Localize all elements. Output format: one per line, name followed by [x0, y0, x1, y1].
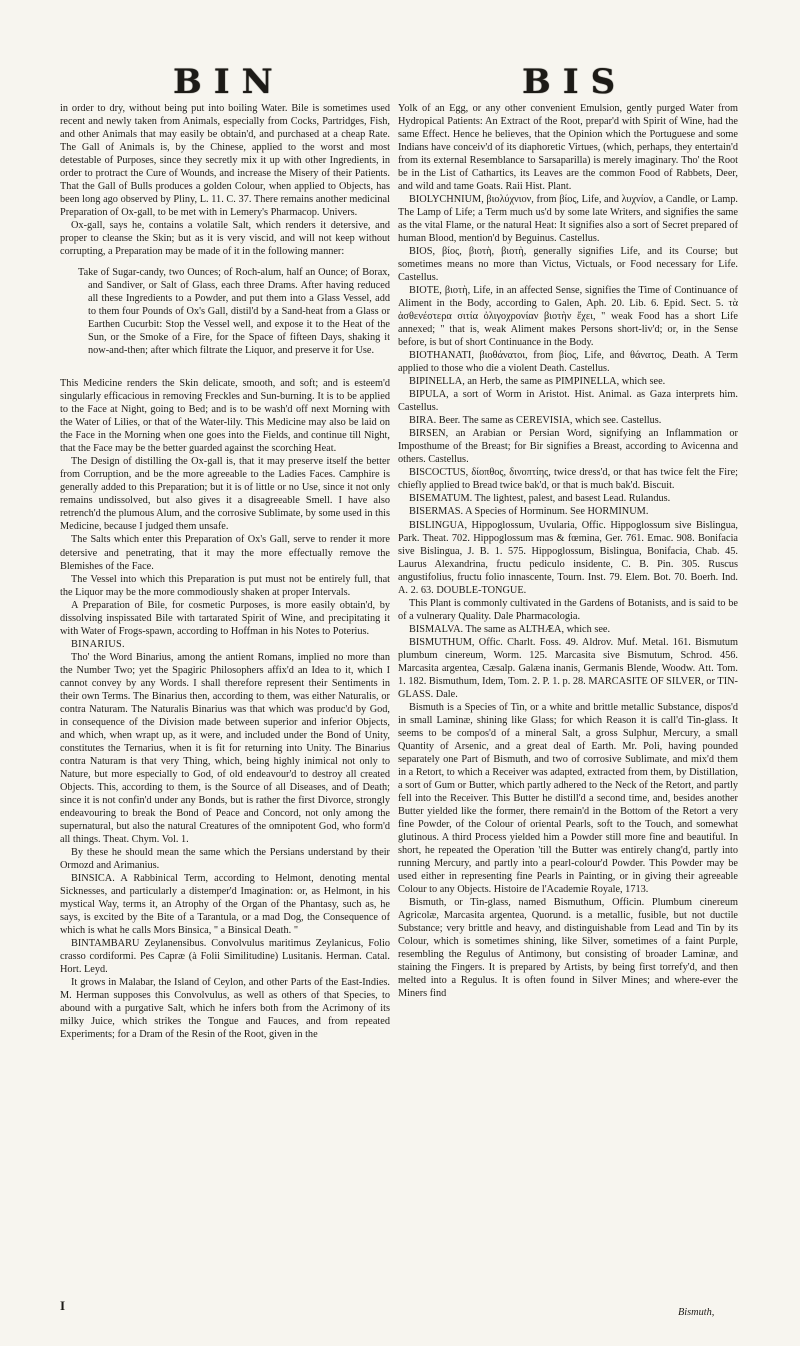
signature-mark: I [60, 1298, 66, 1313]
entry-biote: BIOTE, βιοτὴ, Life, in an affected Sense, signifies the Time of Continuance of Aliment in the Body, according to Galen, Aph. 20. Lib. 6. Epid. Sect. 5. τὰ ἀσθενέστερα σιτία ὀλιγοχρονίαν βιοτὴν ἔχει, " weak Food has a short Life annexed; " that is, weak Aliment makes Persons short-liv'd; or, in the Sense before, is but of short Continuance in the Body. [398, 285, 738, 349]
entry-bipula: BIPULA, a sort of Worm in Aristot. Hist. Animal. as Gaza interprets him. Castellus. [398, 389, 738, 414]
entry-biscoctus: BISCOCTUS, δίοπθος, δινοπτίης, twice dress'd, or that has twice felt the Fire; chiefly applied to Bread twice bak'd, or that is much bak'd. Biscuit. [398, 467, 738, 492]
paragraph: Tho' the Word Binarius, among the antient Romans, implied no more than the Number Two; yet the Spagiric Philosophers affix'd an Idea to it, which I cannot convey by any Words. I shall therefore represent their Sentiments in their own Terms. The Binarius then, according to them, was either Naturalis, or contra Naturam. The Naturalis Binarius was that which was produc'd by God, in consequence of the Division made between superior and inferior Objects, and which, when wrapt up, as it were, and included under the Bond of Unity, constitutes the Ternarius, when it is fit for returning into Unity. The Binarius contra Naturam is that very Thing, which, being highly inimical not only to Nature, but more especially to God, of old endeavour'd to destroy all created Objects. This, according to them, is the Source of all Diseases, and of Death; since it is not confin'd under any Bonds, but is rather the first Divorce, strongly endeavouring to break the Bond of Peace and Concord, not only among the supernatural, but also the natural Creatures of the omnipotent God, who form'd all things. Theat. Chym. Vol. 1. [60, 651, 390, 845]
paragraph: The Vessel into which this Preparation is put must not be entirely full, that the Liquor may be the more commodiously shaken at proper Intervals. [60, 573, 390, 598]
entry-headword: BINARIUS. [71, 638, 125, 650]
paragraph: This Medicine renders the Skin delicate, smooth, and soft; and is esteem'd singularly efficacious in removing Freckles and Sun-burning. It is to be applied to the Face at Night, going to Bed; and is to be wash'd off next Morning with the Water of Lilies, or that of the Water-lily. This Medicine may also be laid on the Face in the Morning when one goes into the Fields, and continue till Night, that the Face may be the better guarded against the scorching Heat. [60, 378, 390, 455]
running-head-right: BIS [522, 62, 628, 102]
entry-bira: BIRA. Beer. The same as CEREVISIA, which see. Castellus. [409, 415, 662, 427]
left-column [60, 102, 390, 1320]
entry-bipinella: BIPINELLA, an Herb, the same as PIMPINELLA, which see. [409, 376, 666, 388]
entry-bisermas: BISERMAS. A Species of Horminum. See HORMINUM. [409, 506, 649, 518]
paragraph: Bismuth, or Tin-glass, named Bismuthum, Officin. Plumbum cinereum Agricolæ, Marcasita argentea, Quorund. is a metallic, fusible, but not ductile Substance; very brittle and heavy, and distinguishable from Lead and Tin by its Colour, which is sometimes shining, like Silver, sometimes of a faint Purple, resembling the Regulus of Antimony, but consisting of broader Laminæ, and staining the Fingers. It is prepared by Artists, by being first torrefy'd, and then melted into a Regulus. It is often found in Silver Mines; and where-ever the Miners find [398, 896, 738, 1000]
paragraph: By these he should mean the same which the Persians understand by their Ormozd and Arimanius. [60, 846, 390, 871]
paragraph: The Design of distilling the Ox-gall is, that it may preserve itself the better from Corruption, and be the more agreeable to the Ladies Faces. Camphire is generally added to this Preparation; but it is of little or no Use, since it not only remains undissolved, but also gives it a disagreeable Smell. I have also retrench'd the plumous Alum, and the corrosive Sublimate, by some used in this Medicine, because I judged them unsafe. [60, 456, 390, 533]
entry-biothanati: BIOTHANATI, βιοθάνατοι, from βίος, Life, and θάνατος, Death. A Term applied to those who die a violent Death. Castellus. [398, 350, 738, 375]
paragraph: This Plant is commonly cultivated in the Gardens of Botanists, and is said to be of a vulnerary Quality. Dale Pharmacologia. [398, 597, 738, 622]
catchword: Bismuth, [678, 1307, 715, 1318]
entry-bislingua: BISLINGUA, Hippoglossum, Uvularia, Offic. Hippoglossum sive Bislingua, Park. Theat. 702. Hippoglossum mas & fœmina, Ger. 761. Emac. 908. Bonifacia sive Bislingua, J. B. 1. 575. Hippoglossum, Bislingua, Bonifacia, Chab. 45. Laurus Alexandrina, fructu pediculo insidente, C. B. Pin. 305. Ruscus angustifolius, fructu folio innascente, Tourn. Inst. 79. Elem. Bot. 70. Boerh. Ind. A. 2. 63. DOUBLE-TONGUE. [398, 519, 738, 596]
entry-bismuthum: BISMUTHUM, Offic. Charlt. Foss. 49. Aldrov. Muf. Metal. 161. Bismutum plumbum cinereum, Worm. 125. Marcasita sive Bismutum, Schrod. 456. Marcasita argentea, Cæsalp. Galæna inanis, Germanis Blende, Woodw. Att. Tom. 1. 182. Bismuthum, Idem, Tom. 2. P. 1. p. 28. MARCASITE OF SILVER, or TIN-GLASS. Dale. [398, 636, 738, 700]
entry-bisematum: BISEMATUM. The lightest, palest, and basest Lead. Rulandus. [409, 493, 671, 505]
paragraph: in order to dry, without being put into boiling Water. Bile is sometimes used recent and newly taken from Animals, especially from Cocks, Partridges, Fish, and other Animals that may easily be obtain'd, and purchased at a cheap Rate. The Gall of Animals is, by the Chinese, applied to the worst and most detestable of Purposes, since they secretly mix it up with other Ingredients, in order to protract the Cure of Wounds, and increase the Misery of their Patients. That the Gall of Bulls produces a golden Colour, when applied to Objects, has been long ago observed by Pliny, L. 11. C. 37. There remains another medicinal Preparation of Ox-gall, to be met with in Lemery's Pharmacop. Univers. [60, 103, 390, 219]
recipe-paragraph: Take of Sugar-candy, two Ounces; of Roch-alum, half an Ounce; of Borax, and Sandiver, or Salt of Glass, each three Drams. After having reduced all these Ingredients to a Powder, and put them into a Glass Vessel, add to them four Pounds of Ox's Gall, distil'd by a Sand-heat from a Glass or Earthen Cucurbit: Stop the Vessel well, and expose it to the Heat of the Sun, or the Smoke of a Fire, for the Space of fifteen Days, shaking it now-and-then; after which filtrate the Liquor, and preserve it for Use. [78, 267, 390, 357]
right-column [398, 102, 738, 1320]
paragraph: The Salts which enter this Preparation of Ox's Gall, serve to render it more detersive and penetrating, that it may the more effectually remove the Blemishes of the Face. [60, 534, 390, 572]
paragraph: Yolk of an Egg, or any other convenient Emulsion, gently purged Water from Hydropical Patients: An Extract of the Root, prepar'd with Spirit of Wine, had the same Effect. Hence he believes, that the Opinion which the Portuguese and some Indians have conceiv'd of its diaphoretic Virtues, (which, perhaps, they entertain'd from its external Resemblance to Sarsaparilla) is merely imaginary. Tho' the Root be in the List of Cathartics, its Leaves are the common Food of Rabbets, Deer, and wild and tame Goats. Raii Hist. Plant. [398, 103, 738, 193]
running-head-left: BIN [173, 62, 285, 102]
paragraph: A Preparation of Bile, for cosmetic Purposes, is more easily obtain'd, by dissolving inspissated Bile with tartarated Spirit of Wine, and precipitating it with Water of Frogs-spawn, according to Hoffman in his Notes to Poterius. [60, 599, 390, 637]
entry-bintambaru: BINTAMBARU Zeylanensibus. Convolvulus maritimus Zeylanicus, Folio crasso cordiformi. Pes Capræ (à Folii Similitudine) Lusitanis. Herman. Catal. Hort. Leyd. [60, 937, 390, 975]
entry-bios: BIOS, βίος, βιοτὴ, βιοτὴ, generally signifies Life, and its Course; but sometimes means no more than Victus, Victuals, or Food necessary for Life. Castellus. [398, 246, 738, 284]
entry-bismalva: BISMALVA. The same as ALTHÆA, which see. [409, 623, 611, 635]
entry-biolychnium: BIOLYCHNIUM, βιολύχνιον, from βίος, Life, and λυχνίον, a Candle, or Lamp. The Lamp of Life; a Term much us'd by some late Writers, and signifies the same as the vital Flame, or the natural Heat: It signifies also a sort of Secret prepared of human Blood, mention'd by Beguinus. Castellus. [398, 194, 738, 245]
entry-binsica: BINSICA. A Rabbinical Term, according to Helmont, denoting mental Sicknesses, and particularly a distemper'd Imagination: or, as Helmont, in his mystical Way, terms it, an Atrophy of the Organ of the Phantasy, such as, he says, is excited by the Bite of a Tarantula, or a mad Dog, the Consequence of which is what he calls Mors Binsica, " a Binsical Death. " [60, 872, 390, 936]
paragraph: Ox-gall, says he, contains a volatile Salt, which renders it detersive, and proper to cleanse the Skin; but as it is very viscid, and will not keep without corrupting, a Preparation may be made of it in the following manner: [60, 220, 390, 258]
entry-birsen: BIRSEN, an Arabian or Persian Word, signifying an Inflammation or Imposthume of the Breast; for Bir signifies a Breast, according to Avicenna and others. Castellus. [398, 428, 738, 466]
paragraph: It grows in Malabar, the Island of Ceylon, and other Parts of the East-Indies. M. Herman supposes this Convolvulus, as well as others of that Species, to abound with a purgative Salt, which he infers both from the Acrimony of its milky Juice, which strikes the Tongue and Fauces, and from repeated Experiments; for a Dram of the Resin of the Root, given in the [60, 977, 390, 1041]
paragraph: Bismuth is a Species of Tin, or a white and brittle metallic Substance, dispos'd in small Laminæ, shining like Glass; for which Reason it is call'd Tin-glass. It seems to be compos'd of a mineral Salt, a gross Sulphur, Mercury, a small Quantity of Arsenic, and a great deal of Earth. Mr. Poli, having pounded separately one Part of Bismuth, and two of corrosive Sublimate, and mix'd them in a Retort, to which a Receiver was adapted, extracted from them, by Distillation, a sort of Gum or Butter, which partly adhered to the Neck of the Retort, and partly fell into the Receiver. This Butter he distill'd a second time, and, besides another Butter yielded like the former, there remain'd in the Bottom of the Retort a very fine Powder, of the Colour of oriental Pearls, soft to the Touch, and somewhat glutinous. A third Process yielded him a Powder still more fine and beautiful. In short, he repeated the Operation 'till the Butter was entirely chang'd, partly into running Mercury, and partly into a pearl-colour'd Powder. This Powder may be used either in representing fine Pearls in Painting, or in giving their agreeable Colour to any Objects. Histoire de l'Academie Royale, 1713. [398, 701, 738, 895]
